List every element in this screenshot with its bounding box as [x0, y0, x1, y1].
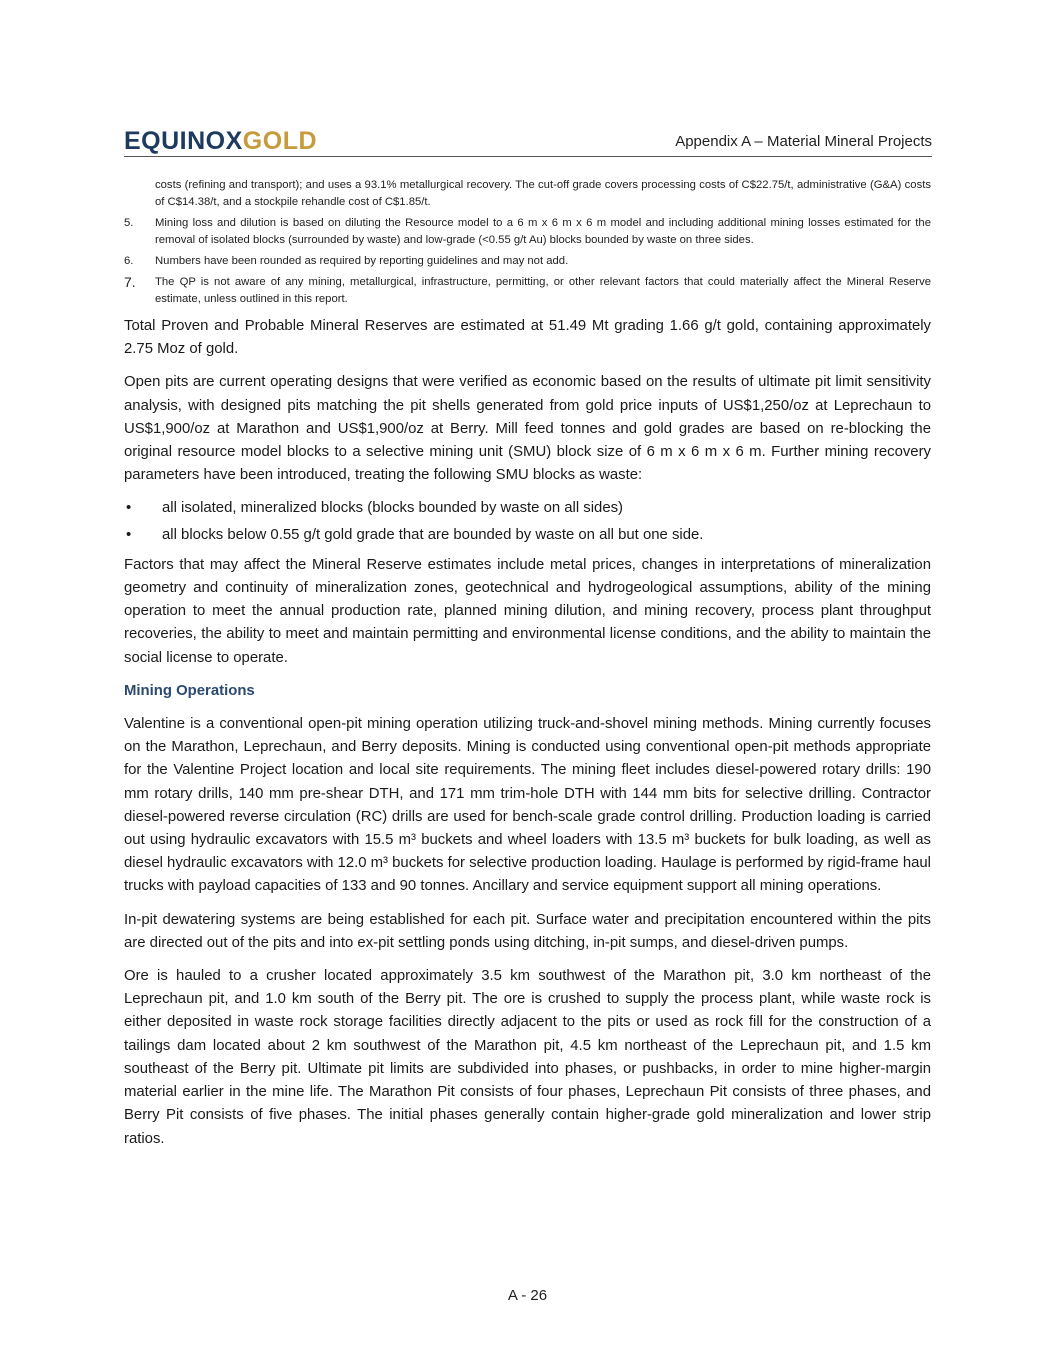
- footnote-continuation: costs (refining and transport); and uses a 93.1% metallurgical recovery. The cut-off grade covers processing costs of C$22.75/t, administrative (G&A) costs of C$14.38/t, and a stockpile rehandle cost of C$1.85/t.: [155, 179, 931, 208]
- footnote-number: 7.: [124, 274, 136, 290]
- footnote-number: 6.: [124, 255, 134, 267]
- bullet-list: [124, 497, 931, 546]
- footnote-text: Numbers have been rounded as required by reporting guidelines and may not add.: [155, 255, 569, 267]
- footnote-item: [124, 274, 931, 308]
- logo-text-equinox: EQUINOX: [124, 127, 243, 155]
- equinox-gold-logo: [124, 128, 317, 154]
- bullet-icon: •: [126, 500, 132, 517]
- section-heading-mining-operations: Mining Operations: [124, 682, 255, 699]
- bullet-item: [124, 524, 931, 547]
- bullet-text: all blocks below 0.55 g/t gold grade that are bounded by waste on all but one side.: [162, 526, 704, 543]
- paragraph-dewatering: In-pit dewatering systems are being established for each pit. Surface water and precipitation encountered within the pits are directed out of the pits and into ex-pit settling ponds using ditching, in-pit sumps, and diesel-driven pumps.: [124, 911, 931, 951]
- bullet-text: all isolated, mineralized blocks (blocks bounded by waste on all sides): [162, 500, 624, 517]
- paragraph-factors: Factors that may affect the Mineral Reserve estimates include metal prices, changes in interpretations of mineralization geometry and continuity of mineralization zones, geotechnical and hydrogeological assumptions, ability of the mining operation to meet the annual production rate, planned mining dilution, and mining recovery, process plant throughput recoveries, the ability to meet and maintain permitting and environmental license conditions, and the ability to maintain the social license to operate.: [124, 556, 931, 666]
- bullet-item: [124, 497, 931, 520]
- paragraph-open-pits: Open pits are current operating designs that were verified as economic based on the results of ultimate pit limit sensitivity analysis, with designed pits matching the pit shells generated from gold price inputs of US$1,250/oz at Leprechaun to US$1,900/oz at Marathon and US$1,900/oz at Berry. Mill feed tonnes and gold grades are based on re-blocking the original resource model blocks to a selective mining unit (SMU) block size of 6 m x 6 m x 6 m. Further mining recovery parameters have been introduced, treating the following SMU blocks as waste:: [124, 374, 931, 484]
- footnote-item: [124, 253, 931, 270]
- footnote-item: [124, 215, 931, 249]
- page-content: [124, 177, 931, 1161]
- footnote-text: The QP is not aware of any mining, metallurgical, infrastructure, permitting, or other relevant factors that could materially affect the Mineral Reserve estimate, unless outlined in this report.: [155, 276, 931, 305]
- page-header: [124, 128, 932, 157]
- page-number: A - 26: [507, 1287, 548, 1304]
- header-title: Appendix A – Material Mineral Projects: [675, 133, 932, 150]
- paragraph-ore-haulage: Ore is hauled to a crusher located approximately 3.5 km southwest of the Marathon pit, 3.0 km northeast of the Leprechaun pit, and 1.0 km south of the Berry pit. The ore is crushed to supply the process plant, while waste rock is either deposited in waste rock storage facilities directly adjacent to the pits or used as rock fill for the construction of a tailings dam located about 2 km southwest of the Marathon pit, 4.5 km northeast of the Leprechaun pit, and 1.5 km southeast of the Berry pit. Ultimate pit limits are subdivided into phases, or pushbacks, in order to mine higher-margin material earlier in the mine life. The Marathon Pit consists of four phases, Leprechaun Pit consists of three phases, and Berry Pit consists of five phases. The initial phases generally contain higher-grade gold mineralization and lower strip ratios.: [124, 968, 931, 1147]
- logo-text-gold: GOLD: [242, 127, 318, 155]
- footnote-text: Mining loss and dilution is based on diluting the Resource model to a 6 m x 6 m x 6 m model and including additional mining losses estimated for the removal of isolated blocks (surrounded by waste) and low-grade (<0.55 g/t Au) blocks bounded by waste on three sides.: [155, 217, 931, 246]
- bullet-icon: •: [126, 526, 132, 543]
- paragraph-reserves-total: Total Proven and Probable Mineral Reserves are estimated at 51.49 Mt grading 1.66 g/t gold, containing approximately 2.75 Moz of gold.: [124, 318, 931, 358]
- footnote-number: 5.: [124, 217, 134, 229]
- paragraph-valentine-operations: Valentine is a conventional open-pit mining operation utilizing truck-and-shovel mining methods. Mining currently focuses on the Marathon, Leprechaun, and Berry deposits. Mining is conducted using conventional open-pit methods appropriate for the Valentine Project location and local site requirements. The mining fleet includes diesel-powered rotary drills: 190 mm rotary drills, 140 mm pre-shear DTH, and 171 mm trim-hole DTH with 144 mm bits for selective drilling. Contractor diesel-powered reverse circulation (RC) drills are used for bench-scale grade control drilling. Production loading is carried out using hydraulic excavators with 15.5 m³ buckets and wheel loaders with 13.5 m³ buckets for bulk loading, as well as diesel hydraulic excavators with 12.0 m³ buckets for selective production loading. Haulage is performed by rigid-frame haul trucks with payload capacities of 133 and 90 tonnes. Ancillary and service equipment support all mining operations.: [124, 716, 931, 895]
